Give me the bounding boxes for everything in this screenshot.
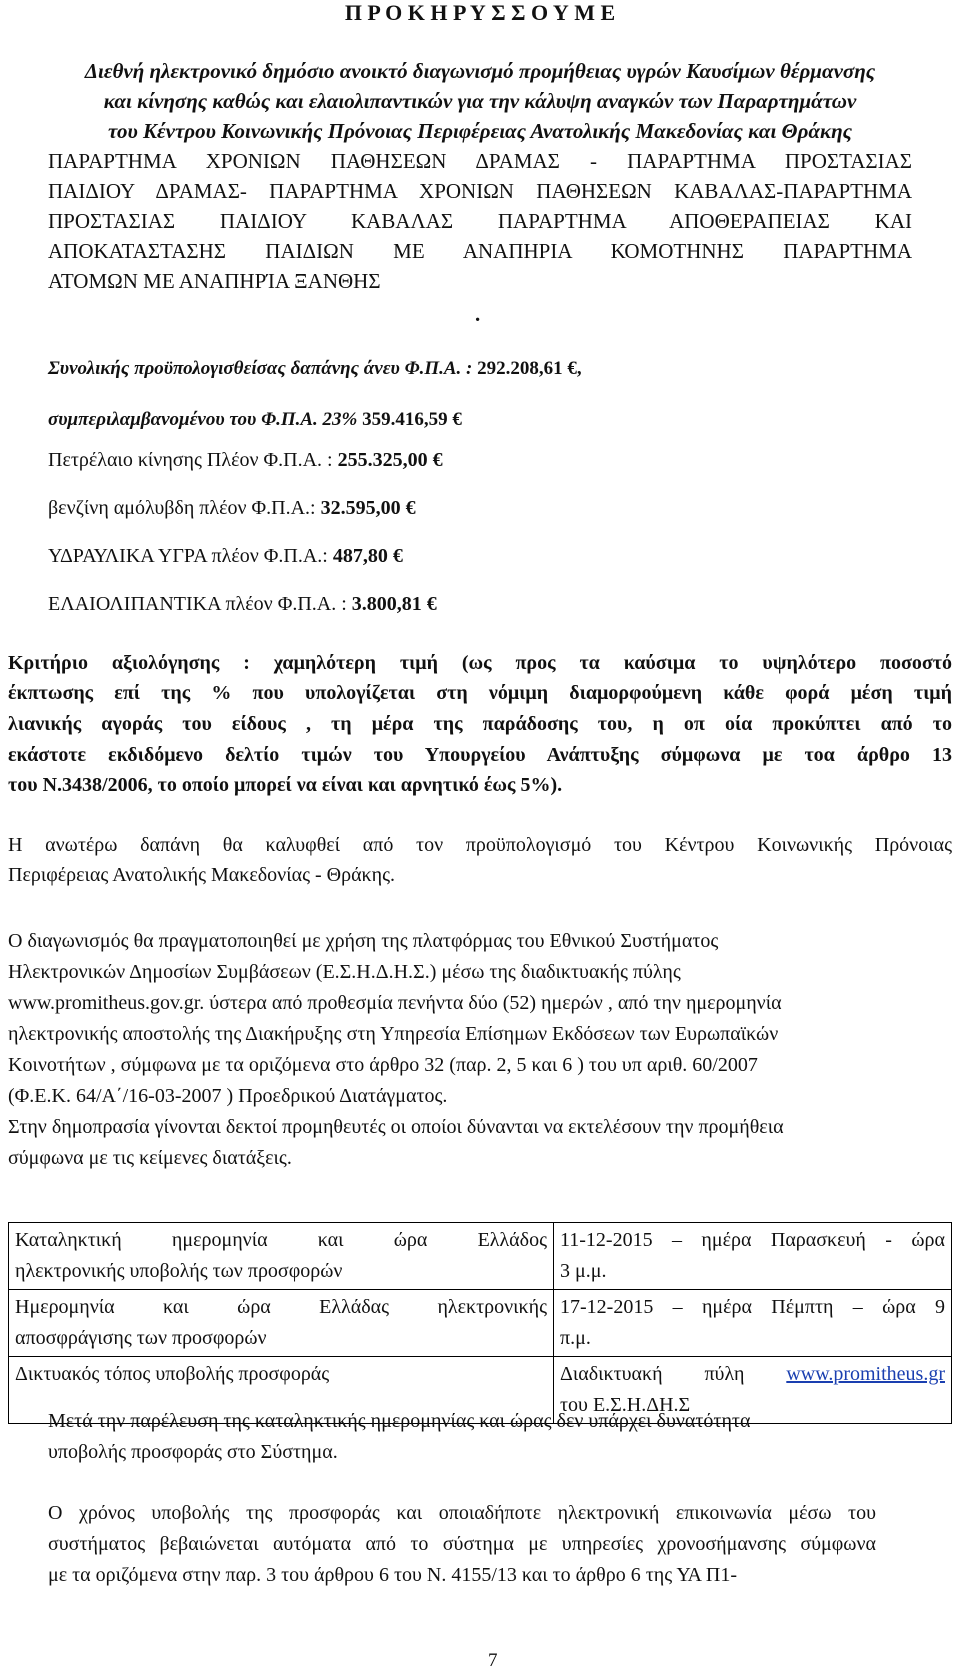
cell-text: ηλεκτρονικής υποβολής των προσφορών [15, 1260, 343, 1282]
page-number: 7 [488, 1650, 498, 1671]
page-title: Π Ρ Ο Κ Η Ρ Υ Σ Σ Ο Υ Μ Ε [344, 0, 616, 25]
procedure-line-6: (Φ.Ε.Κ. 64/Α΄/16-03-2007 ) Προεδρικού Διατάγματος. [8, 1085, 448, 1107]
portal-line [560, 1359, 945, 1390]
eligible-line-2: σύμφωνα με τις κείμενες διατάξεις. [8, 1147, 292, 1169]
branches-line-1: ΠΑΡΑΡΤΗΜΑ ΧΡΟΝΙΩΝ ΠΑΘΗΣΕΩΝ ΔΡΑΜΑΣ - ΠΑΡΑΡΤΗΜΑ ΠΡΟΣΤΑΣΙΑΣ [48, 149, 912, 173]
intro-line-2: και κίνησης καθώς και ελαιολιπαντικών για την κάλυψη αναγκών των Παραρτημάτων [103, 89, 857, 113]
budget-item-label: ΕΛΑΙΟΛΙΠΑΝΤΙΚΑ πλέον Φ.Π.Α. : [48, 593, 352, 615]
procedure-line-3: www.promitheus.gov.gr. ύστερα από προθεσμία πενήντα δύο (52) ημερών , από την ημερομηνία [8, 992, 782, 1014]
table-row [9, 1290, 952, 1357]
cell-text: του Ε.Σ.Η.ΔΗ.Σ [560, 1394, 691, 1416]
budget-item-label: βενζίνη αμόλυβδη πλέον Φ.Π.Α.: [48, 497, 321, 519]
budget-incl [48, 409, 462, 431]
cell-text: Δικτυακός τόπος υποβολής προσφοράς [15, 1363, 330, 1385]
table-cell-value [554, 1223, 952, 1290]
after-deadline-line-2: υποβολής προσφοράς στο Σύστημα. [48, 1441, 338, 1463]
budget-item-value: 3.800,81 € [351, 593, 437, 615]
budget-incl-value: 359.416,59 € [362, 409, 462, 430]
time-sync-line-1: Ο χρόνος υποβολής της προσφοράς και οποιαδήποτε ηλεκτρονική επικοινωνία μέσω του [48, 1502, 876, 1524]
criterion-line-3: λιανικής αγοράς του είδους , τη μέρα της παράδοσης του, η οπ οία προκύπτει από το [8, 713, 952, 735]
eligible-line-1: Στην δημοπρασία γίνονται δεκτοί προμηθευτές οι οποίοι δύνανται να εκτελέσουν την προμήθεια [8, 1116, 784, 1138]
cell-text: αποσφράγισης των προσφορών [15, 1327, 267, 1349]
branches-line-5: ΑΤΟΜΩΝ ΜΕ ΑΝΑΠΗΡΊΑ ΞΑΝΘΗΣ [48, 269, 381, 293]
table-row [9, 1223, 952, 1290]
criterion-line-1: Κριτήριο αξιολόγησης : χαμηλότερη τιμή (ως προς τα καύσιμα το υψηλότερο ποσοστό [8, 652, 952, 674]
budget-item-lubricants [48, 593, 437, 616]
budget-total-value: 292.208,61 €, [477, 358, 582, 379]
cell-text: 17-12-2015 – ημέρα Πέμπτη – ώρα 9 [560, 1296, 945, 1318]
criterion-line-5: του Ν.3438/2006, το οποίο μπορεί να είναι και αρνητικό έως 5%). [8, 774, 563, 796]
cell-text: Ημερομηνία και ώρα Ελλάδας ηλεκτρονικής [15, 1296, 547, 1318]
coverage-line-1: Η ανωτέρω δαπάνη θα καλυφθεί από τον προϋπολογισμό του Κέντρου Κοινωνικής Πρόνοιας [8, 834, 952, 856]
budget-total [48, 358, 582, 380]
table-cell-label [9, 1290, 554, 1357]
criterion-line-2: έκπτωσης επί της % που υπολογίζεται στη νόμιμη διαμορφούμενη κάθε φορά μέση τιμή [8, 682, 952, 704]
procedure-line-1: Ο διαγωνισμός θα πραγματοποιηθεί με χρήση της πλατφόρμας του Εθνικού Συστήματος [8, 930, 719, 952]
cell-text: π.μ. [560, 1327, 591, 1349]
intro-line-3: του Κέντρου Κοινωνικής Πρόνοιας Περιφέρειας Ανατολικής Μακεδονίας και Θράκης [107, 119, 853, 143]
budget-item-label: Πετρέλαιο κίνησης Πλέον Φ.Π.Α. : [48, 449, 338, 471]
branches-line-2: ΠΑΙΔΙΟΥ ΔΡΑΜΑΣ- ΠΑΡΑΡΤΗΜΑ ΧΡΟΝΙΩΝ ΠΑΘΗΣΕΩΝ ΚΑΒΑΛΑΣ-ΠΑΡΑΡΤΗΜΑ [48, 179, 912, 203]
table-cell-value [554, 1290, 952, 1357]
budget-item-hydraulic [48, 545, 403, 568]
table-cell-label [9, 1223, 554, 1290]
dot: . [475, 302, 481, 326]
deadlines-table [8, 1222, 952, 1424]
time-sync-line-3: με τα οριζόμενα στην παρ. 3 του άρθρου 6 του Ν. 4155/13 και το άρθρο 6 της ΥΑ Π1- [48, 1564, 737, 1586]
procedure-line-2: Ηλεκτρονικών Δημοσίων Συμβάσεων (Ε.Σ.Η.Δ.Η.Σ.) μέσω της διαδικτυακής πύλης [8, 961, 681, 983]
time-sync-line-2: συστήματος βεβαιώνεται αυτόματα από το σύστημα με υπηρεσίες χρονοσήμανσης σύμφωνα [48, 1533, 876, 1555]
coverage-line-2: Περιφέρειας Ανατολικής Μακεδονίας - Θράκης. [8, 864, 396, 886]
after-deadline-line-1: Μετά την παρέλευση της καταληκτικής ημερομηνίας και ώρας δεν υπάρχει δυνατότητα [48, 1410, 751, 1432]
criterion-line-4: εκάστοτε εκδιδόμενο δελτίο τιμών του Υπουργείου Ανάπτυξης σύμφωνα με τοα άρθρο 13 [8, 744, 952, 766]
budget-total-label: Συνολικής προϋπολογισθείσας δαπάνης άνευ Φ.Π.Α. : [48, 358, 478, 379]
promitheus-link[interactable]: www.promitheus.gr [786, 1363, 945, 1385]
budget-incl-label: συμπεριλαμβανομένου του Φ.Π.Α. 23% [48, 409, 363, 430]
budget-item-value: 487,80 € [332, 545, 403, 567]
budget-item-value: 255.325,00 € [337, 449, 443, 471]
cell-text: 11-12-2015 – ημέρα Παρασκευή - ώρα [560, 1229, 945, 1251]
cell-text: Καταληκτική ημερομηνία και ώρα Ελλάδος [15, 1229, 547, 1251]
procedure-line-5: Κοινοτήτων , σύμφωνα με τα οριζόμενα στο άρθρο 32 (παρ. 2, 5 και 6 ) του υπ αριθ. 60/2007 [8, 1054, 758, 1076]
budget-item-value: 32.595,00 € [320, 497, 416, 519]
cell-text: 3 μ.μ. [560, 1260, 607, 1282]
budget-item-label: ΥΔΡΑΥΛΙΚΑ ΥΓΡΑ πλέον Φ.Π.Α.: [48, 545, 333, 567]
cell-text: Διαδικτυακή πύλη [560, 1363, 787, 1385]
budget-item-petrol [48, 497, 416, 520]
branches-line-4: ΑΠΟΚΑΤΑΣΤΑΣΗΣ ΠΑΙΔΙΩΝ ΜΕ ΑΝΑΠΗΡΙΑ ΚΟΜΟΤΗΝΗΣ ΠΑΡΑΡΤΗΜΑ [48, 239, 912, 263]
intro-line-1: Διεθνή ηλεκτρονικό δημόσιο ανοικτό διαγωνισμό προμήθειας υγρών Καυσίμων θέρμανσης [84, 59, 876, 83]
procedure-line-4: ηλεκτρονικής αποστολής της Διακήρυξης στη Υπηρεσία Επίσημων Εκδόσεων των Ευρωπαϊκών [8, 1023, 779, 1045]
budget-item-diesel [48, 449, 443, 472]
branches-line-3: ΠΡΟΣΤΑΣΙΑΣ ΠΑΙΔΙΟΥ ΚΑΒΑΛΑΣ ΠΑΡΑΡΤΗΜΑ ΑΠΟΘΕΡΑΠΕΙΑΣ ΚΑΙ [48, 209, 912, 233]
